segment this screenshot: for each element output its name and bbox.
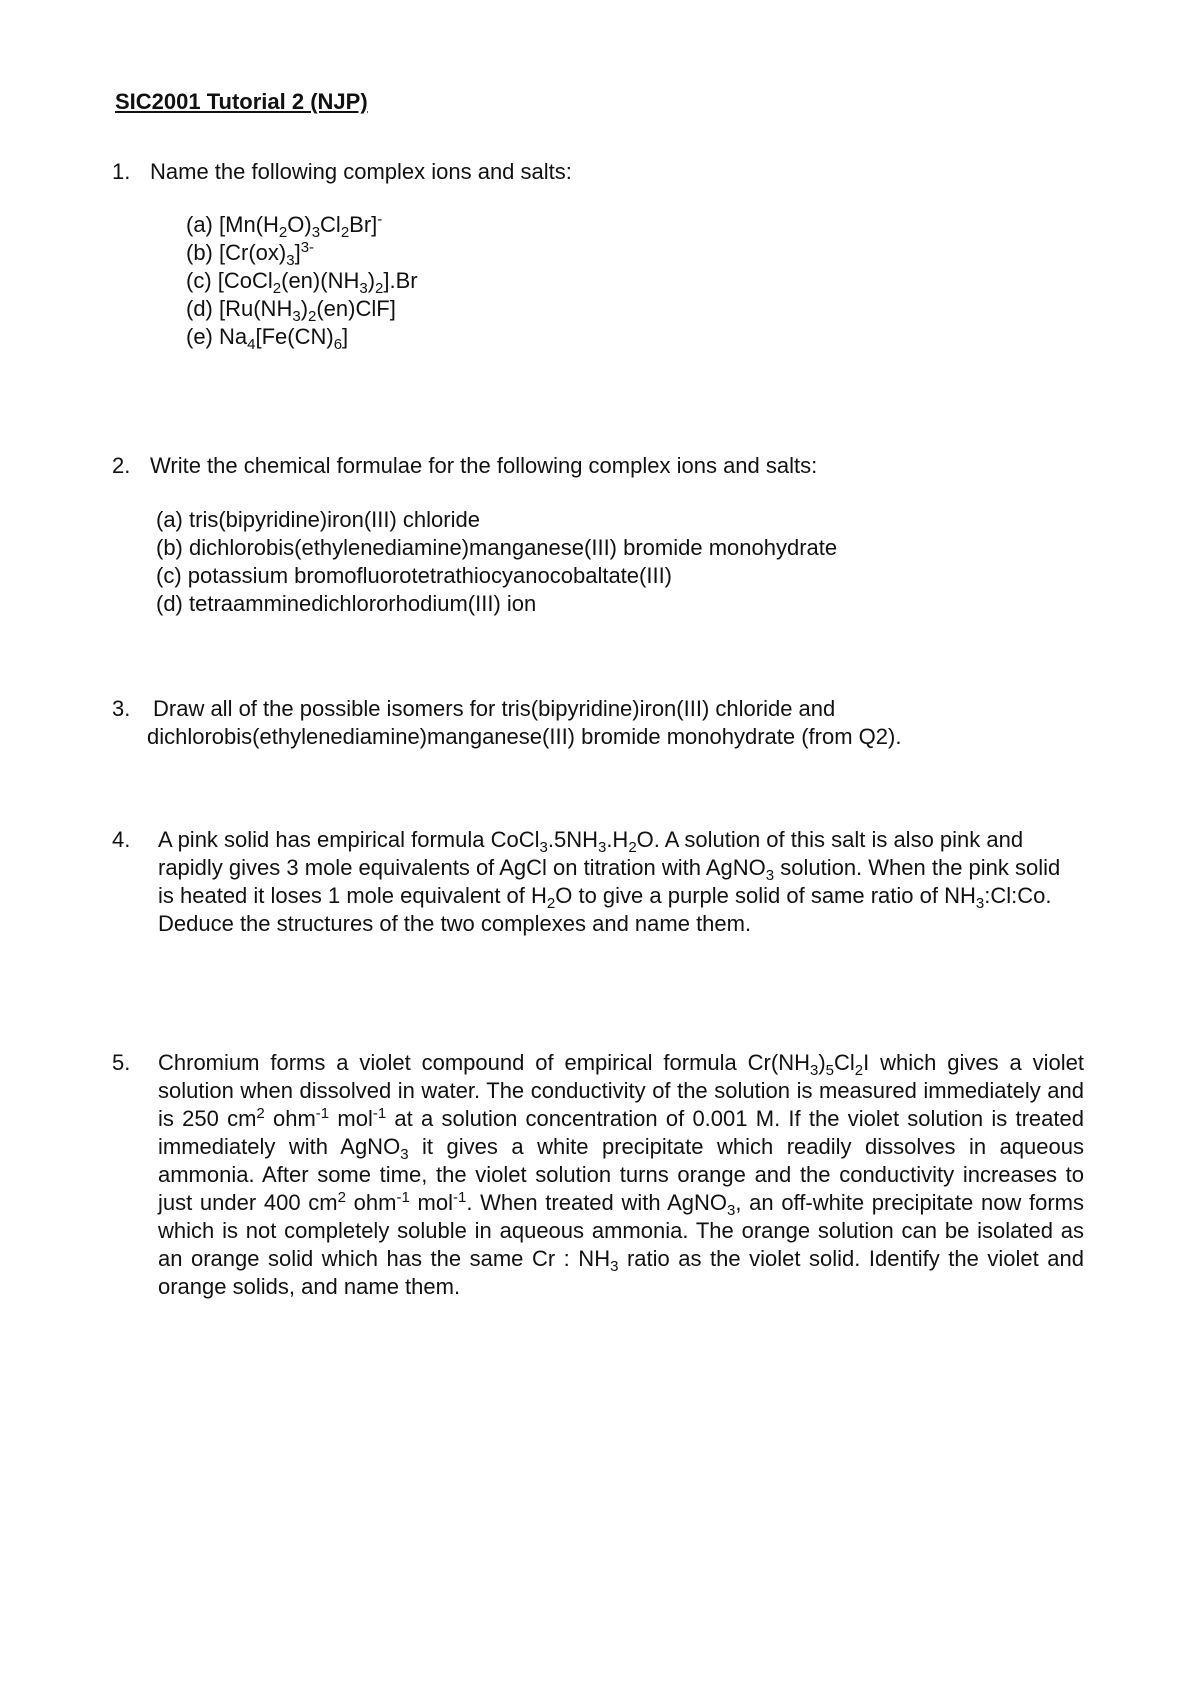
question-4 bbox=[112, 826, 1072, 938]
question-number: 1. bbox=[112, 159, 131, 184]
question-1 bbox=[112, 158, 1082, 186]
question-text: Name the following complex ions and salts: bbox=[150, 159, 572, 184]
question-text: Draw all of the possible isomers for tris(bipyridine)iron(III) chloride and dichlorobis(ethylenediamine)manganese(III) bromide monohydrate (from Q2). bbox=[147, 696, 902, 749]
list-item: (c) potassium bromofluorotetrathiocyanocobaltate(III) bbox=[156, 563, 673, 588]
list-item: (d) tetraamminedichlororhodium(III) ion bbox=[156, 591, 537, 616]
question-text: A pink solid has empirical formula $CoCl_3.5NH_3.H_2O$. A solution of this salt is also pink and rapidly gives 3 mole equivalents of AgCl on titration with AgNO$_3$ solution. When the pink solid is heated it loses 1 mole equivalent of $H_2O$ to give a purple solid of same ratio of $NH_3:Cl:Co$. Deduce the structures of the two complexes and name them. bbox=[158, 827, 1061, 936]
question-number: 3. bbox=[112, 696, 131, 721]
list-item: (c) $[CoCl_2(en)(NH_3)_2].Br$ bbox=[186, 268, 418, 297]
question-3 bbox=[112, 695, 1082, 751]
question-2-items bbox=[156, 506, 837, 618]
list-item: (a) tris(bipyridine)iron(III) chloride bbox=[156, 507, 480, 532]
question-text: Chromium forms a violet compound of empirical formula $Cr(NH_3)_5Cl_2I$ which gives a violet solution when dissolved in water. The conductivity of the solution is measured immediately and is 250 $cm^2$ ohm$^{-1}$ mol$^{-1}$ at a solution concentration of 0.001 M. If the violet solution is treated immediately with AgNO$_3$ it gives a white precipitate which readily dissolves in aqueous ammonia. After some time, the violet solution turns orange and the conductivity increases to just under 400 $cm^2$ ohm$^{-1}$ mol$^{-1}$. When treated with AgNO$_3$, an off-white precipitate now forms which is not completely soluble in aqueous ammonia. The orange solution can be isolated as an orange solid which has the same Cr : $NH_3$ ratio as the violet solid. Identify the violet and orange solids, and name them. bbox=[158, 1050, 1085, 1299]
list-item: (d) $[Ru(NH_3)_2(en)ClF]$ bbox=[186, 296, 396, 325]
list-item: (b) dichlorobis(ethylenediamine)manganese(III) bromide monohydrate bbox=[156, 535, 838, 560]
question-number: 4. bbox=[112, 827, 131, 852]
question-number: 2. bbox=[112, 453, 131, 478]
question-2 bbox=[112, 452, 1082, 480]
question-text: Write the chemical formulae for the following complex ions and salts: bbox=[150, 453, 818, 478]
question-5 bbox=[112, 1049, 1084, 1301]
list-item: (a) $[Mn(H_2O)_3Cl_2Br]^-$ bbox=[186, 211, 383, 241]
question-1-items bbox=[186, 211, 418, 351]
question-number: 5. bbox=[112, 1050, 131, 1075]
list-item: (e) $Na_4[Fe(CN)_6]$ bbox=[186, 324, 349, 353]
list-item: (b) $[Cr(ox)_3]^{3-}$ bbox=[186, 239, 315, 269]
document-title: SIC2001 Tutorial 2 (NJP) bbox=[115, 89, 368, 114]
